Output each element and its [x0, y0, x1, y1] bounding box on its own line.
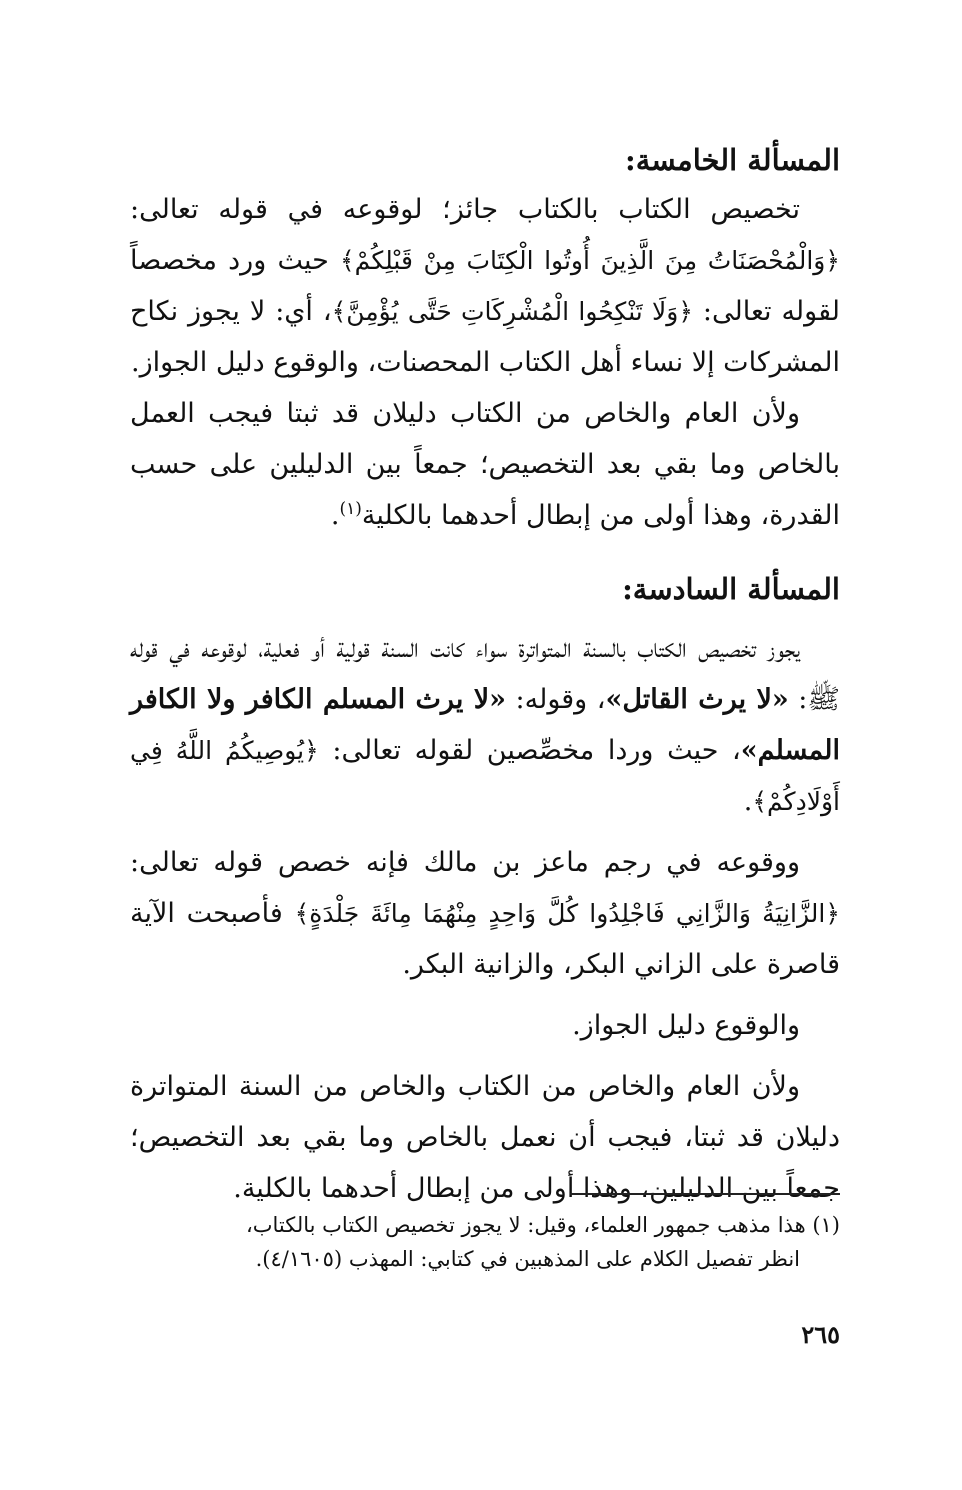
body-text: ، أي: لا يجوز نكاح المشركات إلا نساء أهل الكتاب المحصنات، والوقوع دليل الجواز. [130, 296, 840, 378]
footnotes [130, 1208, 840, 1276]
paragraph [130, 184, 840, 388]
footnote-reference[interactable]: (١) [339, 499, 362, 519]
quran-verse: ﴿وَلَا تَنْكِحُوا الْمُشْرِكَاتِ حَتَّى يُؤْمِنَّ﴾ [331, 297, 693, 326]
quran-verse: ﴿يُوصِيكُمُ اللَّهُ فِي أَوْلَادِكُمْ﴾ [130, 736, 840, 816]
body-text: . [743, 786, 753, 817]
body-text: ووقوعه في رجم ماعز بن مالك فإنه خصص قوله تعالى: [130, 847, 800, 878]
paragraph [130, 1061, 840, 1214]
book-page [130, 130, 840, 1370]
paragraph [130, 1000, 840, 1051]
quran-verse: ﴿وَالْمُحْصَنَاتُ مِنَ الَّذِينَ أُوتُوا الْكِتَابَ مِنْ قَبْلِكُمْ﴾ [340, 246, 840, 275]
body-text: فأصبحت الآية قاصرة على الزاني البكر، والزانية البكر. [130, 898, 840, 980]
quran-verse: ﴿الزَّانِيَةُ وَالزَّانِي فَاجْلِدُوا كُلَّ وَاحِدٍ مِنْهُمَا مِائَةَ جَلْدَةٍ﴾ [294, 899, 840, 928]
hadith-quote: «لا يرث القاتل» [605, 684, 789, 715]
body-text: . [330, 500, 340, 531]
page-number: ٢٦٥ [801, 1320, 840, 1349]
paragraph [130, 623, 840, 827]
body-text: والوقوع دليل الجواز. [572, 1010, 800, 1041]
section-heading-sixth: المسألة السادسة: [622, 572, 840, 606]
body-text: تخصيص الكتاب بالكتاب جائز؛ لوقوعه في قوله تعالى: [130, 194, 800, 225]
body-text: ولأن العام والخاص من الكتاب والخاص من السنة المتواترة دليلان قد ثبتا، فيجب أن نعمل بالخاص وما بقي بعد التخصيص؛ جمعاً بين الدليلين، وهذا أولى من إبطال أحدهما بالكلية. [130, 1071, 840, 1204]
paragraph [130, 388, 840, 541]
body-text: ، وقوله: [515, 684, 606, 715]
body-text: يجوز تخصيص الكتاب بالسنة المتواترة سواء كانت السنة قولية أو فعلية، لوقوعه في قوله ﷺ: [130, 633, 840, 715]
footnote-line: انظر تفصيل الكلام على المذهبين في كتابي: المهذب (٤/١٦٠٥). [255, 1247, 800, 1271]
hadith-quote: «لا يرث المسلم الكافر ولا الكافر المسلم» [130, 684, 840, 766]
body-text: ، حيث وردا مخصِّصين لقوله تعالى: [332, 735, 741, 766]
footnote-divider [570, 1193, 840, 1195]
paragraph [130, 837, 840, 990]
section-heading-fifth: المسألة الخامسة: [625, 143, 840, 177]
footnote-line: (١) هذا مذهب جمهور العلماء، وقيل: لا يجوز تخصيص الكتاب بالكتاب، [245, 1213, 840, 1237]
body-text: حيث ورد مخصصاً لقوله تعالى: [130, 245, 840, 327]
body-text: ولأن العام والخاص من الكتاب دليلان قد ثبتا فيجب العمل بالخاص وما بقي بعد التخصيص؛ جمعاً بين الدليلين على حسب القدرة، وهذا أولى من إبطال أحدهما بالكلية [130, 398, 840, 531]
